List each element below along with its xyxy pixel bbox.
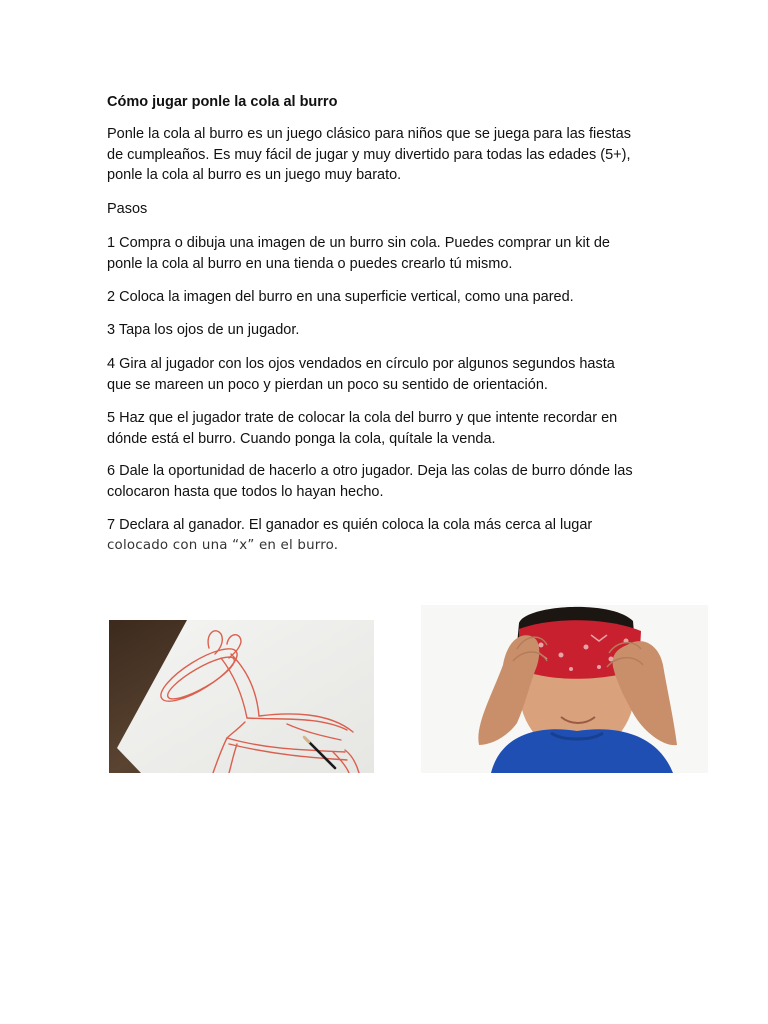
- text-line: 4 Gira al jugador con los ojos vendados en círculo por algunos segundos hasta: [107, 356, 615, 372]
- step-5-paragraph: [107, 408, 667, 449]
- text-line: 5 Haz que el jugador trate de colocar la cola del burro y que intente recordar en: [107, 410, 618, 426]
- step-6-paragraph: [107, 461, 667, 502]
- text-line: 1 Compra o dibuja una imagen de un burro sin cola. Puedes comprar un kit de: [107, 235, 610, 251]
- text-line: 2 Coloca la imagen del burro en una superficie vertical, como una pared.: [107, 289, 574, 305]
- donkey-drawing-photo-icon: [109, 620, 374, 773]
- text-line: de cumpleaños. Es muy fácil de jugar y muy divertido para todas las edades (5+),: [107, 146, 631, 163]
- blindfolded-child-photo: [421, 605, 708, 773]
- text-line: dónde está el burro. Cuando ponga la cola, quítale la venda.: [107, 430, 496, 447]
- text-line: Ponle la cola al burro es un juego clásico para niños que se juega para las fiestas: [107, 126, 631, 142]
- text-line: ponle la cola al burro es un juego muy barato.: [107, 167, 402, 183]
- step-4-paragraph: [107, 354, 667, 395]
- intro-paragraph: [107, 124, 667, 186]
- blindfolded-child-photo-icon: [421, 605, 708, 773]
- step-7-paragraph: [107, 515, 667, 556]
- steps-heading: [107, 199, 667, 220]
- document-title: Cómo jugar ponle la cola al burro: [107, 94, 338, 110]
- text-line: Pasos: [107, 201, 148, 217]
- text-line: colocaron hasta que todos lo hayan hecho.: [107, 483, 384, 500]
- text-line: 3 Tapa los ojos de un jugador.: [107, 322, 300, 338]
- text-line: colocado con una “x” en el burro.: [107, 537, 339, 553]
- donkey-drawing-photo: [109, 620, 374, 773]
- text-line: 6 Dale la oportunidad de hacerlo a otro jugador. Deja las colas de burro dónde las: [107, 463, 633, 479]
- step-2-paragraph: [107, 287, 667, 308]
- step-3-paragraph: [107, 320, 667, 341]
- text-line: 7 Declara al ganador. El ganador es quién coloca la cola más cerca al lugar: [107, 517, 593, 533]
- step-1-paragraph: [107, 233, 667, 274]
- text-line: que se mareen un poco y pierdan un poco su sentido de orientación.: [107, 376, 548, 393]
- text-line: ponle la cola al burro en una tienda o puedes crearlo tú mismo.: [107, 255, 513, 272]
